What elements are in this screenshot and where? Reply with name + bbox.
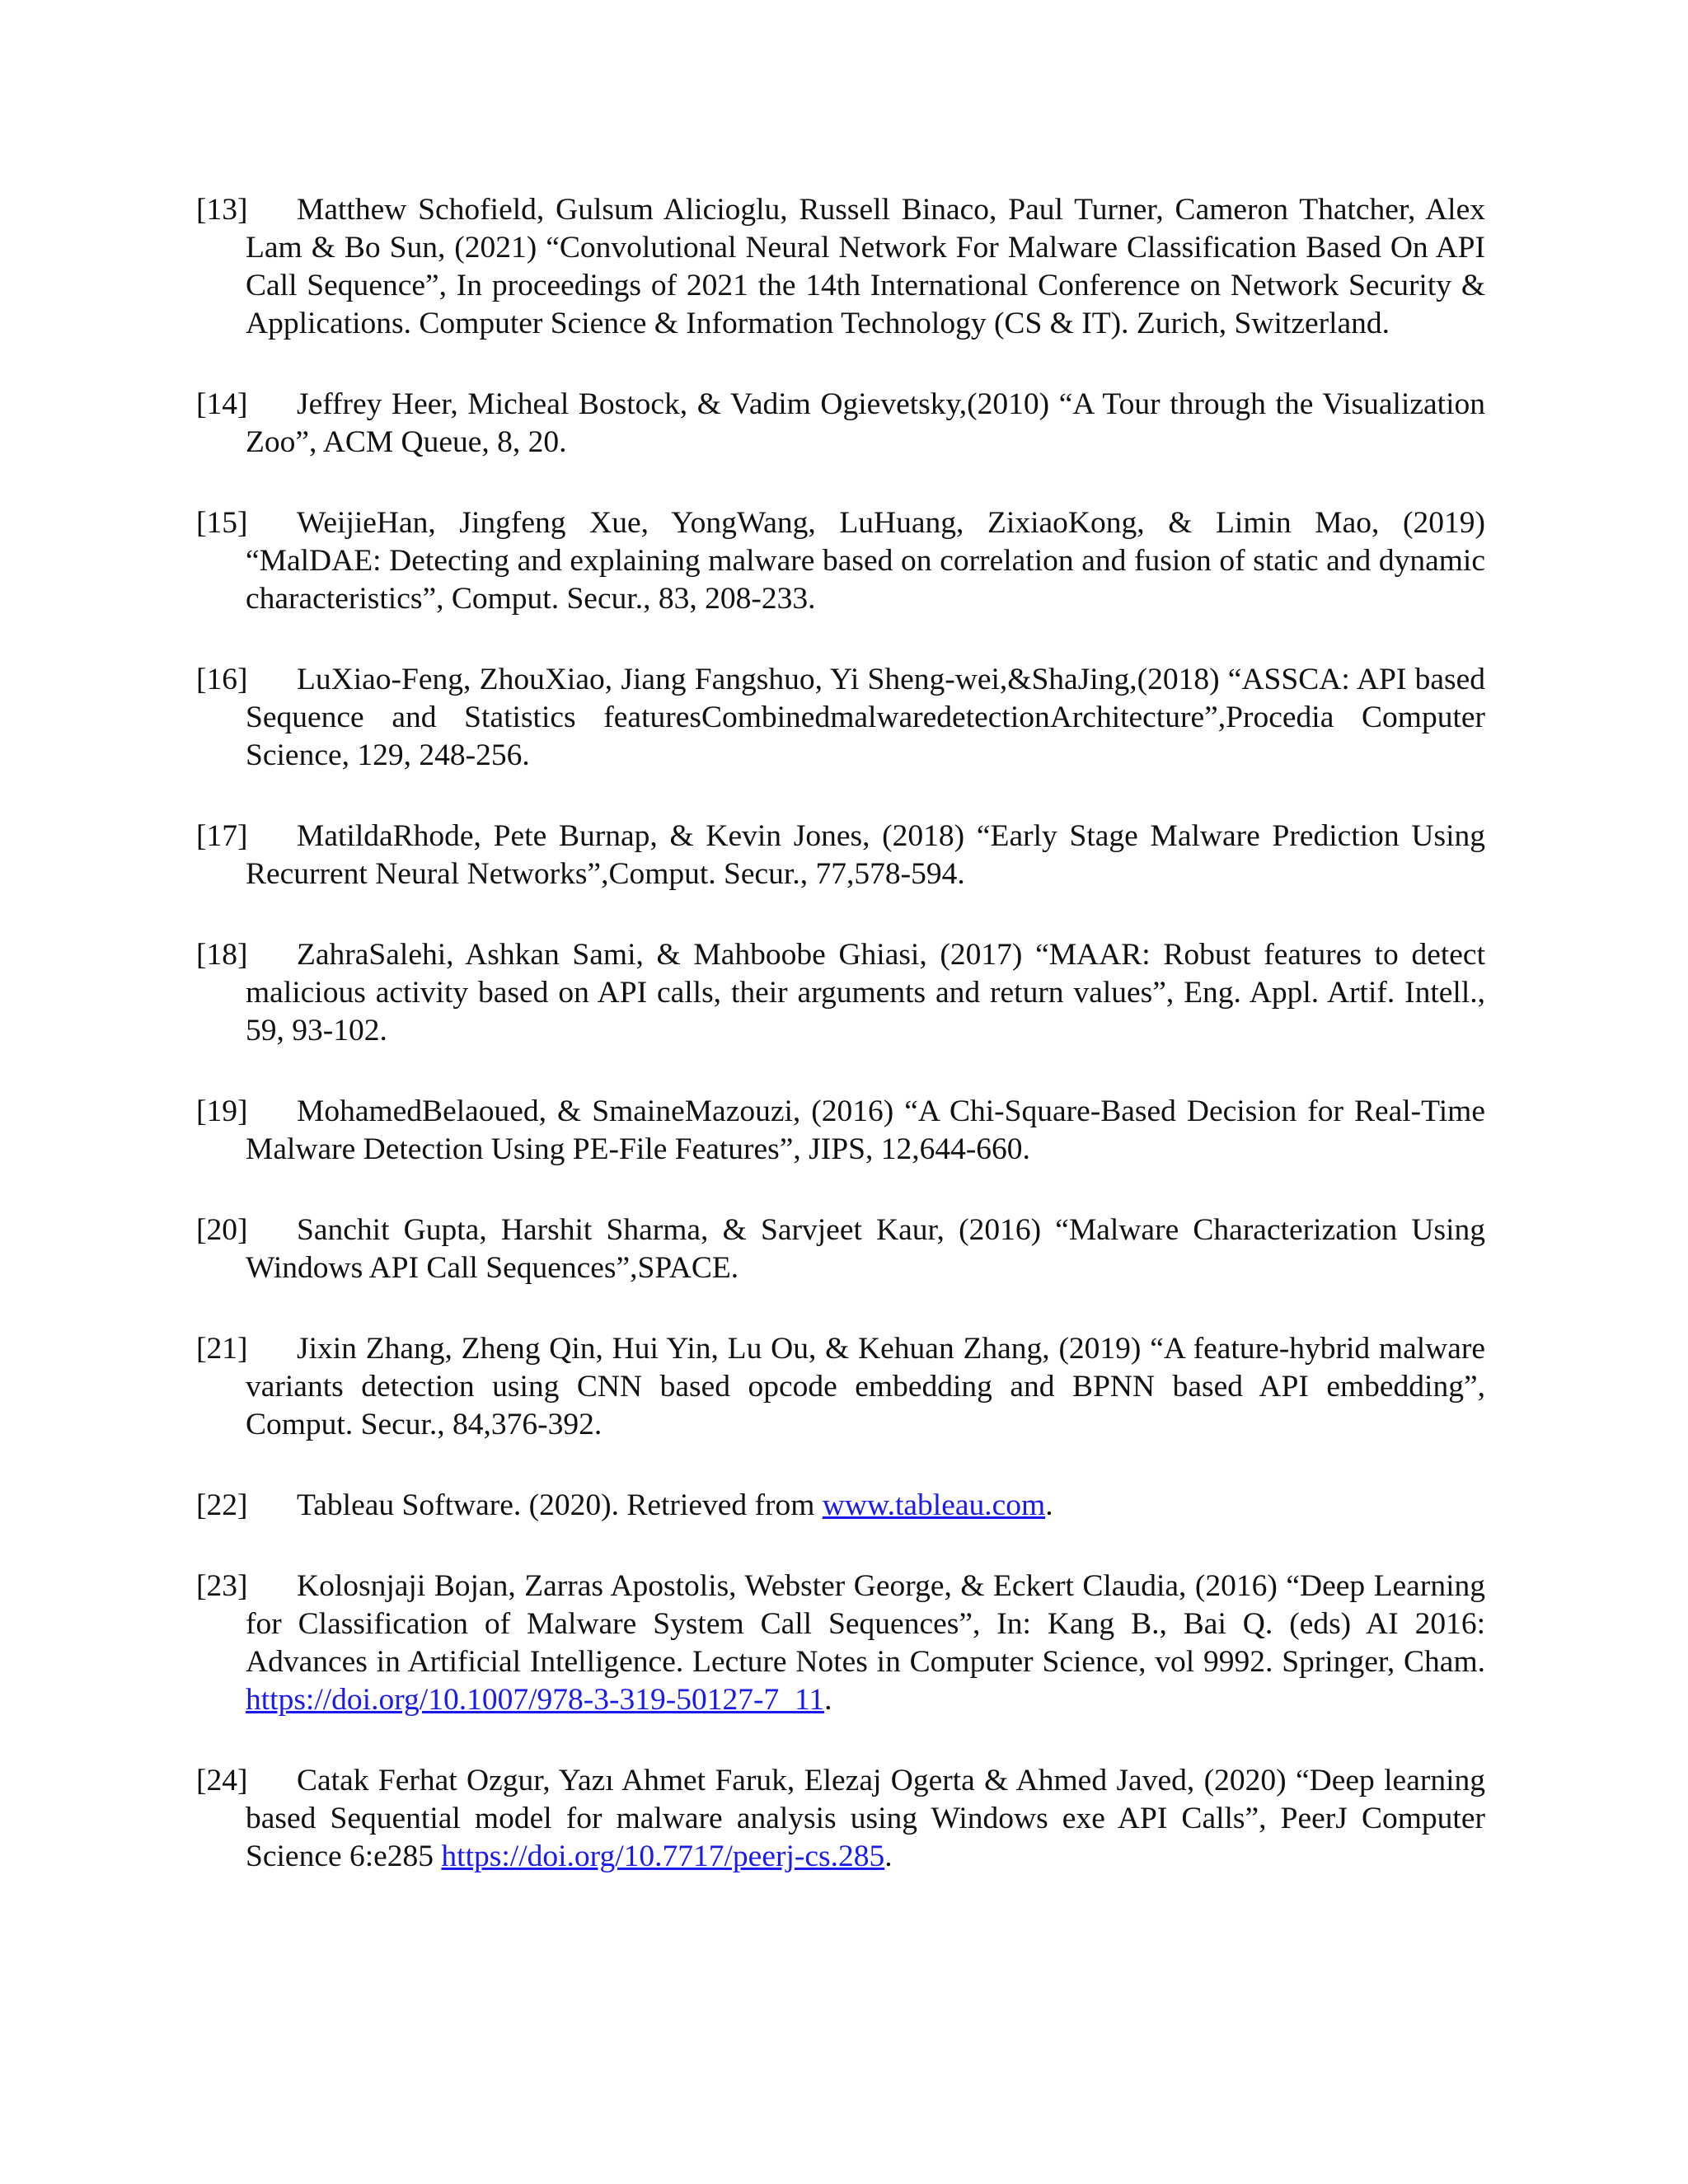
reference-trailing-punctuation: . [1045,1488,1053,1522]
reference-number: [23] [196,1569,248,1603]
reference-23 [196,1568,1485,1719]
reference-number: [22] [196,1488,248,1522]
reference-20 [196,1212,1485,1287]
reference-22 [196,1487,1485,1525]
reference-number: [16] [196,663,248,696]
reference-number: [14] [196,387,248,421]
reference-24 [196,1762,1485,1876]
reference-text: WeijieHan, Jingfeng Xue, YongWang, LuHuang, ZixiaoKong, & Limin Mao, (2019) “MalDAE: Detecting and explaining malware based on correlation and fusion of static and dynamic characteristics”, Comput. Secur., 83, 208-233. [246,506,1485,616]
reference-19 [196,1093,1485,1169]
reference-link[interactable]: www.tableau.com [822,1488,1046,1522]
reference-number: [24] [196,1764,248,1797]
reference-21 [196,1330,1485,1444]
reference-link[interactable]: https://doi.org/10.1007/978-3-319-50127-7_11 [246,1683,825,1717]
reference-16 [196,661,1485,775]
reference-number: [20] [196,1213,248,1247]
reference-number: [15] [196,506,248,540]
reference-text: LuXiao-Feng, ZhouXiao, Jiang Fangshuo, Yi Sheng-wei,&ShaJing,(2018) “ASSCA: API based Sequence and Statistics featuresCombinedmalwaredetectionArchitecture”,Procedia Computer Science, 129, 248-256. [246,663,1485,772]
reference-text: Catak Ferhat Ozgur, Yazı Ahmet Faruk, Elezaj Ogerta & Ahmed Javed, (2020) “Deep learning based Sequential model for malware analysis using Windows exe API Calls”, PeerJ Computer Science 6:e285 [246,1764,1485,1873]
reference-text: Jeffrey Heer, Micheal Bostock, & Vadim Ogievetsky,(2010) “A Tour through the Visualization Zoo”, ACM Queue, 8, 20. [246,387,1485,459]
reference-15 [196,504,1485,618]
reference-13 [196,191,1485,343]
reference-link[interactable]: https://doi.org/10.7717/peerj-cs.285 [441,1840,885,1873]
reference-number: [18] [196,938,248,972]
reference-number: [17] [196,819,248,853]
reference-text: Tableau Software. (2020). Retrieved from [297,1488,823,1522]
reference-text: ZahraSalehi, Ashkan Sami, & Mahboobe Ghiasi, (2017) “MAAR: Robust features to detect malicious activity based on API calls, their arguments and return values”, Eng. Appl. Artif. Intell., 59, 93-102. [246,938,1485,1047]
reference-number: [21] [196,1332,248,1366]
reference-trailing-punctuation: . [824,1683,832,1717]
reference-text: Sanchit Gupta, Harshit Sharma, & Sarvjeet Kaur, (2016) “Malware Characterization Using Windows API Call Sequences”,SPACE. [246,1213,1485,1285]
reference-number: [13] [196,193,248,227]
reference-list [196,191,1485,1919]
reference-18 [196,936,1485,1050]
reference-17 [196,818,1485,893]
reference-text: Matthew Schofield, Gulsum Alicioglu, Russell Binaco, Paul Turner, Cameron Thatcher, Alex Lam & Bo Sun, (2021) “Convolutional Neural Network For Malware Classification Based On API Call Sequence”, In proceedings of 2021 the 14th International Conference on Network Security & Applications. Computer Science & Information Technology (CS & IT). Zurich, Switzerland. [246,193,1485,340]
reference-text: MatildaRhode, Pete Burnap, & Kevin Jones, (2018) “Early Stage Malware Prediction Using Recurrent Neural Networks”,Comput. Secur., 77,578-594. [246,819,1485,891]
reference-text: Jixin Zhang, Zheng Qin, Hui Yin, Lu Ou, & Kehuan Zhang, (2019) “A feature-hybrid malware variants detection using CNN based opcode embedding and BPNN based API embedding”, Comput. Secur., 84,376-392. [246,1332,1485,1441]
reference-trailing-punctuation: . [884,1840,893,1873]
reference-text: MohamedBelaoued, & SmaineMazouzi, (2016) “A Chi-Square-Based Decision for Real-Time Malware Detection Using PE-File Features”, JIPS, 12,644-660. [246,1094,1485,1166]
reference-14 [196,386,1485,462]
reference-text: Kolosnjaji Bojan, Zarras Apostolis, Webster George, & Eckert Claudia, (2016) “Deep Learning for Classification of Malware System Call Sequences”, In: Kang B., Bai Q. (eds) AI 2016: Advances in Artificial Intelligence. Lecture Notes in Computer Science, vol 9992. Springer, Cham. [246,1569,1485,1679]
reference-number: [19] [196,1094,248,1128]
